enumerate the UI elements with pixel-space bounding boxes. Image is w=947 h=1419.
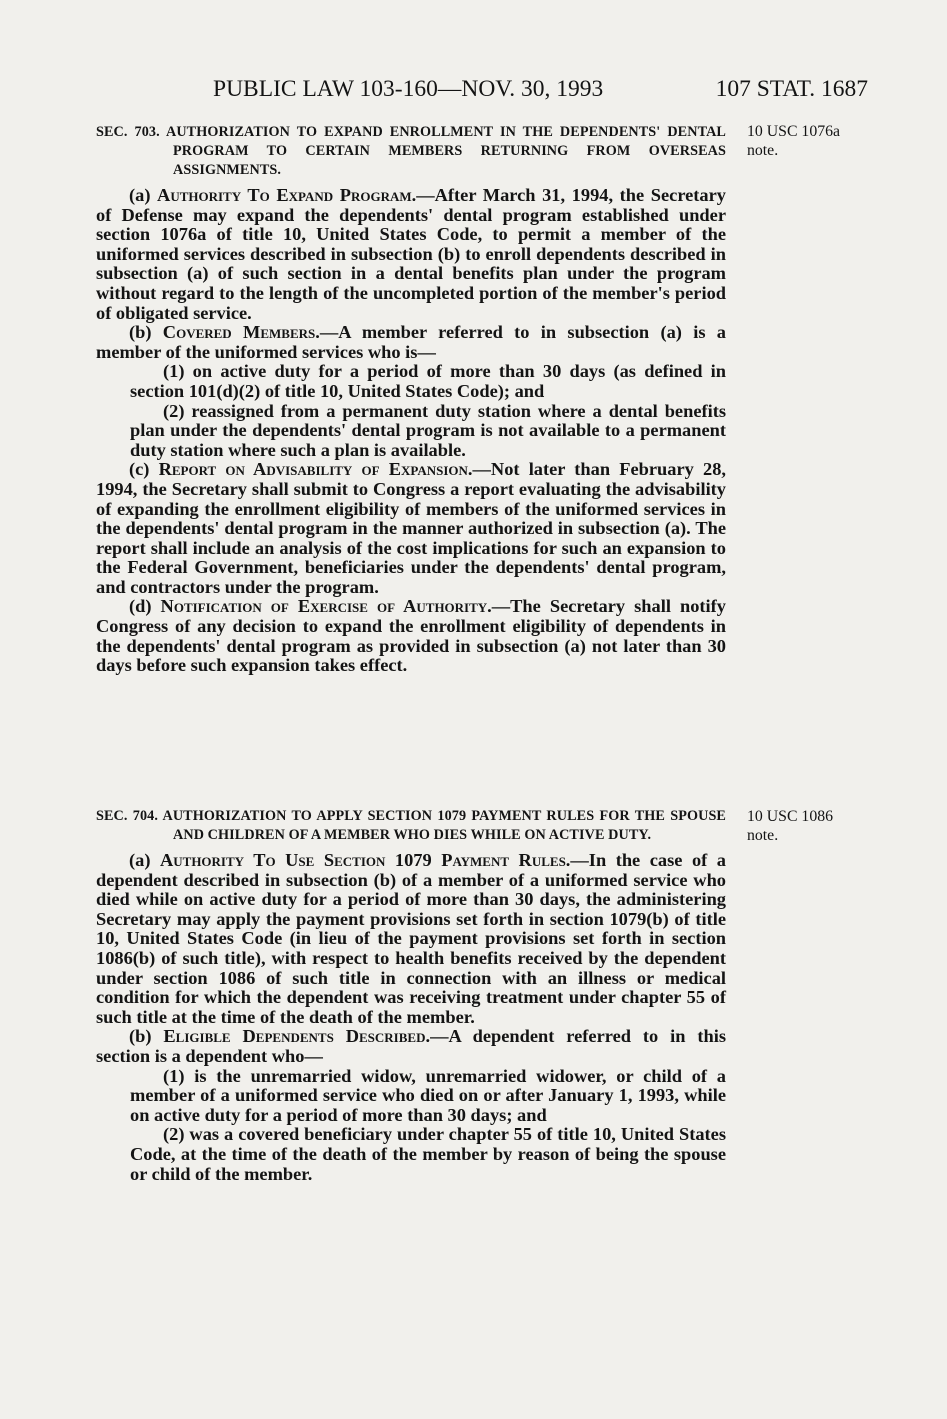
sec704-body xyxy=(96,807,726,1184)
sec703-subsection-a xyxy=(96,186,726,323)
page-number: 107 STAT. 1687 xyxy=(715,76,868,102)
sec704-heading xyxy=(96,807,726,845)
sec703-sidenote-citation: 10 USC 1076a xyxy=(747,123,841,140)
sec703-paragraph-b2 xyxy=(96,402,726,461)
sec704-b-label: (b) xyxy=(129,1026,152,1047)
sec703-b-text: —A member referred to in subsection (a) is a member of the uniformed services who is— xyxy=(96,322,726,362)
sec703-heading xyxy=(96,123,726,180)
sec703-b-heading: Covered Members. xyxy=(162,322,320,343)
sec703-a-text: —After March 31, 1994, the Secretary of Defense may expand the dependents' dental program established under section 1076a of title 10, United States Code, to permit a member of the uniformed services described in subsection (b) to enroll dependents described in subsection (a) of such section in a dental benefits plan under the program without regard to the length of the uncompleted portion of the member's period of obligated service. xyxy=(96,185,726,323)
sec703-subsection-c xyxy=(96,460,726,597)
sec704-a-text: —In the case of a dependent described in subsection (b) of a member of a uniformed service who died while on active duty for a period of more than 30 days, the administering Secretary may apply the payment provisions set forth in section 1079(b) of title 10, United States Code (in lieu of the payment provisions set forth in section 1086(b) of such title), with respect to health benefits received by the dependent under section 1086 of such title in connection with an illness or medical condition for which the dependent was receiving treatment under chapter 55 of such title at the time of the death of the member. xyxy=(96,850,726,1027)
sec703-c-text: —Not later than February 28, 1994, the Secretary shall submit to Congress a report evaluating the advisability of expanding the enrollment eligibility of members of the uniformed services in the dependents' dental program in the manner authorized in subsection (a). The report shall include an analysis of the cost implications for such an expansion to the Federal Government, beneficiaries under the dependents' dental program, and contractors under the program. xyxy=(96,459,726,597)
sec704-b-heading: Eligible Dependents Described. xyxy=(163,1026,431,1047)
sec703-c-label: (c) xyxy=(129,459,150,480)
sec704-sidenote xyxy=(747,807,927,845)
sec704-a-label: (a) xyxy=(129,850,151,870)
sec703-label: SEC. 703. xyxy=(96,124,160,140)
sec704-a-heading: Authority To Use Section 1079 Payment Rules. xyxy=(159,850,571,870)
sec704-paragraph-b1 xyxy=(96,1067,726,1126)
sec703-d-text: —The Secretary shall notify Congress of any decision to expand the enrollment eligibility of dependents in the dependents' dental program as provided in subsection (a) not later than 30 days before such expansion takes effect. xyxy=(96,596,726,676)
sec704-label: SEC. 704. xyxy=(96,808,159,824)
sec703-a-heading: Authority To Expand Program. xyxy=(157,185,417,205)
sec704-subsection-a xyxy=(96,851,726,1027)
sec703-a-label: (a) xyxy=(129,185,151,205)
running-head xyxy=(213,74,868,104)
sec703-body xyxy=(96,123,726,676)
sec704-title: AUTHORIZATION TO APPLY SECTION 1079 PAYMENT RULES FOR THE SPOUSE AND CHILDREN OF A MEMBER WHO DIES WHILE ON ACTIVE DUTY. xyxy=(162,808,726,843)
sec704-sidenote-citation: 10 USC 1086 xyxy=(747,808,834,825)
sec703-c-heading: Report on Advisability of Expansion. xyxy=(158,459,473,480)
sec703-subsection-b xyxy=(96,323,726,362)
sec703-subsection-d xyxy=(96,597,726,675)
running-head-title: PUBLIC LAW 103-160—NOV. 30, 1993 xyxy=(213,76,604,102)
sec704-b1-text: (1) is the unremarried widow, unremarried widower, or child of a member of a uniformed service who died on or after January 1, 1993, while on active duty for a period of more than 30 days; and xyxy=(130,1065,726,1125)
sec703-sidenote xyxy=(747,122,927,160)
sec703-b1-text: (1) on active duty for a period of more than 30 days (as defined in section 101(d)(2) of title 10, United States Code); and xyxy=(130,361,726,401)
sec704-sidenote-note: note. xyxy=(747,827,779,844)
sec704-b-text: —A dependent referred to in this section is a dependent who— xyxy=(96,1026,726,1066)
sec703-b2-text: (2) reassigned from a permanent duty station where a dental benefits plan under the dependents' dental program is not available to a permanent duty station where such a plan is available. xyxy=(130,400,726,460)
sec703-paragraph-b1 xyxy=(96,362,726,401)
sec703-d-label: (d) xyxy=(129,596,152,617)
sec704-subsection-b xyxy=(96,1027,726,1066)
sec703-d-heading: Notification of Exercise of Authority. xyxy=(160,596,492,617)
sec703-title: AUTHORIZATION TO EXPAND ENROLLMENT IN THE DEPENDENTS' DENTAL PROGRAM TO CERTAIN MEMBERS RETURNING FROM OVERSEAS ASSIGNMENTS. xyxy=(165,124,726,178)
sec703-sidenote-note: note. xyxy=(747,142,779,159)
sec703-b-label: (b) xyxy=(129,322,152,343)
sec704-b2-text: (2) was a covered beneficiary under chapter 55 of title 10, United States Code, at the time of the death of the member by reason of being the spouse or child of the member. xyxy=(130,1124,726,1184)
sec704-paragraph-b2 xyxy=(96,1125,726,1184)
